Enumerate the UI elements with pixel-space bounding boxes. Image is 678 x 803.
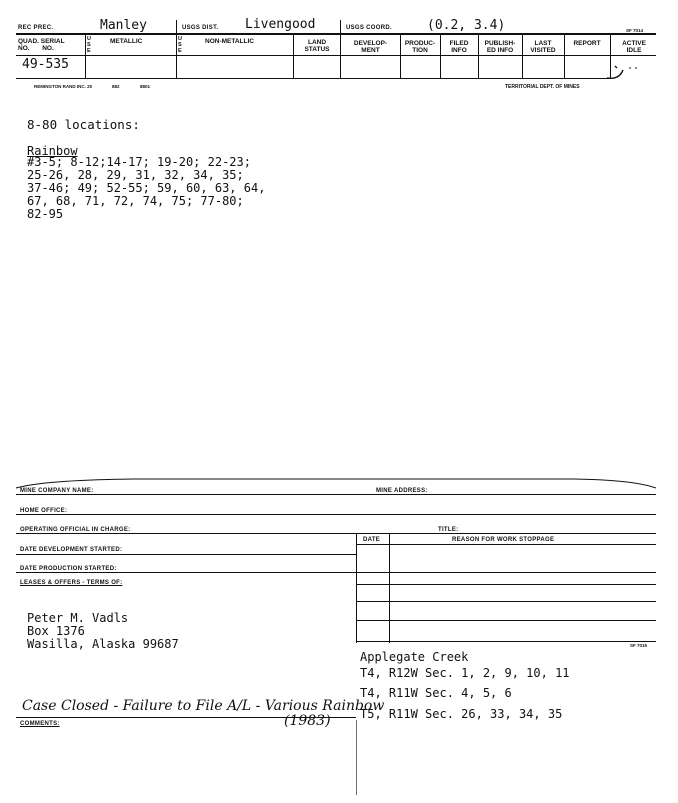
title-label: TITLE: <box>438 527 459 533</box>
owner-name: Peter M. Vadls <box>27 611 129 625</box>
date-column-label: DATE <box>363 537 381 543</box>
form-number-2: SF 7015 <box>630 643 648 648</box>
claim-line: #3-5; 8-12;14-17; 19-20; 22-23; <box>27 155 251 169</box>
col-land-status: LAND STATUS <box>304 39 330 53</box>
creek-name: Applegate Creek <box>360 650 469 664</box>
claim-list <box>27 156 265 221</box>
col-development: DEVELOP- MENT <box>353 40 388 54</box>
col-active-idle: ACTIVE IDLE <box>622 40 646 54</box>
location-row: T4, R11W Sec. 4, 5, 6 <box>360 686 512 700</box>
rec-prec-label: REC PREC. <box>18 25 54 31</box>
col-report: REPORT <box>573 40 601 47</box>
reason-label: REASON FOR WORK STOPPAGE <box>452 537 555 543</box>
mine-address-label: MINE ADDRESS: <box>376 488 428 494</box>
col-production: PRODUC- TION <box>404 40 436 54</box>
claim-name: Rainbow <box>27 144 78 158</box>
mine-company-label: MINE COMPANY NAME: <box>20 488 94 494</box>
location-block <box>360 650 570 724</box>
owner-city: Wasilla, Alaska 99687 <box>27 637 179 651</box>
printer-code-2: 8801 <box>140 84 151 89</box>
usgs-coord-value: (0.2, 3.4) <box>427 18 506 33</box>
col-use-nonmetallic: U S E <box>178 36 182 54</box>
printer-label: REMINGTON RAND INC. 20 <box>34 84 93 89</box>
home-office-label: HOME OFFICE: <box>20 508 68 514</box>
comments-label: COMMENTS: <box>20 721 60 727</box>
col-metallic: METALLIC <box>110 38 143 45</box>
quad-serial-value: 49-535 <box>22 57 69 72</box>
claim-line: 37-46; 49; 52-55; 59, 60, 63, 64, <box>27 181 266 195</box>
curl-mark-icon <box>605 60 645 82</box>
col-published-info: PUBLISH- ED INFO <box>484 40 516 54</box>
usgs-dist-label: USGS DIST. <box>182 25 219 31</box>
claim-line: 82-95 <box>27 207 64 221</box>
printer-code-1: 882 <box>112 84 120 89</box>
col-quad-serial: QUAD. SERIAL NO. NO. <box>18 38 65 52</box>
col-use-metallic: U S E <box>87 36 91 54</box>
location-row: T5, R11W Sec. 26, 33, 34, 35 <box>360 707 563 721</box>
usgs-dist-value: Livengood <box>245 17 316 32</box>
operating-official-label: OPERATING OFFICIAL IN CHARGE: <box>20 527 131 533</box>
form-top-border <box>14 476 658 490</box>
locations-heading: 8-80 locations: <box>27 117 140 132</box>
leases-label: LEASES & OFFERS - TERMS OF: <box>20 580 123 586</box>
col-filed-info: FILED INFO <box>449 40 469 54</box>
claim-line: 67, 68, 71, 72, 74, 75; 77-80; <box>27 194 244 208</box>
owner-box: Box 1376 <box>27 624 85 638</box>
location-row: T4, R12W Sec. 1, 2, 9, 10, 11 <box>360 666 570 680</box>
case-closed-year: (1983) <box>284 713 331 729</box>
agency-label: TERRITORIAL DEPT. OF MINES <box>505 84 580 90</box>
rec-prec-value: Manley <box>100 18 147 33</box>
date-production-label: DATE PRODUCTION STARTED: <box>20 566 117 572</box>
case-closed-note: Case Closed - Failure to File A/L - Various Rainbow <box>22 698 385 714</box>
form-number: SF 7014 <box>626 28 644 33</box>
usgs-coord-label: USGS COORD. <box>346 25 392 31</box>
date-development-label: DATE DEVELOPMENT STARTED: <box>20 547 123 553</box>
claim-line: 25-26, 28, 29, 31, 32, 34, 35; <box>27 168 244 182</box>
col-last-visited: LAST VISITED <box>530 40 556 54</box>
col-nonmetallic: NON-METALLIC <box>205 38 254 45</box>
owner-address <box>27 612 179 651</box>
